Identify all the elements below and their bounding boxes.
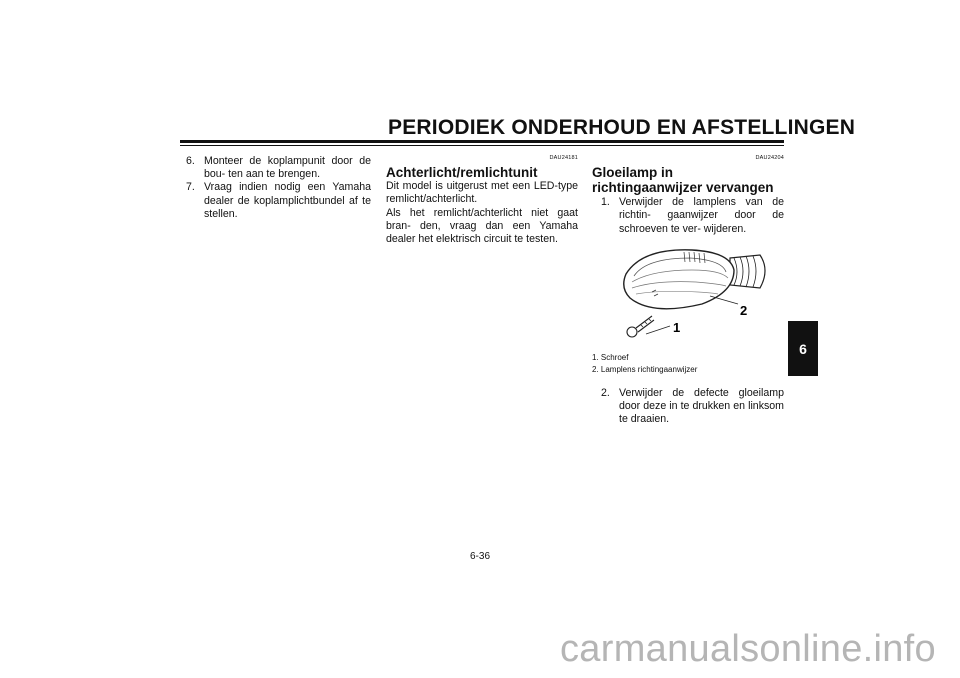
column-2 <box>386 152 578 246</box>
chapter-tab: 6 <box>788 321 818 376</box>
callout-label: 1 <box>673 320 681 335</box>
figure-captions <box>592 352 784 375</box>
step-text: Verwijder de lamplens van de richtin- gaanwijzer door de schroeven te ver- wijderen. <box>619 196 784 235</box>
step-text: Verwijder de defecte gloeilamp door deze in te drukken en linksom te draaien. <box>619 387 784 426</box>
list-item <box>186 155 371 181</box>
lamp-lens <box>624 250 734 309</box>
step-2 <box>601 387 784 427</box>
paragraph: Als het remlicht/achterlicht niet gaat bran- den, vraag dan een Yamaha dealer het elektrisch circuit te testen. <box>386 206 578 246</box>
column-1 <box>186 155 371 221</box>
callout-label: 2 <box>740 303 748 318</box>
leader-line <box>646 326 670 334</box>
list-item <box>186 181 371 221</box>
screw <box>627 316 654 337</box>
list-text: Monteer de koplampunit door de bou- ten aan te brengen. <box>204 155 371 181</box>
turn-signal-stalk <box>730 255 765 288</box>
list-text: Vraag indien nodig een Yamaha dealer de koplamplichtbundel af te stellen. <box>204 181 371 220</box>
page-number: 6-36 <box>470 551 491 562</box>
leader-line <box>710 296 738 304</box>
step-item <box>592 196 784 236</box>
header-rule-thin <box>180 145 784 146</box>
section-code: DAU24181 <box>549 155 578 161</box>
caption-item: 2. Lamplens richtingaanwijzer <box>592 364 698 374</box>
paragraph: Dit model is uitgerust met een LED-type remlicht/achterlicht. <box>386 180 578 206</box>
page-title: PERIODIEK ONDERHOUD EN AFSTELLINGEN <box>388 116 856 139</box>
watermark: carmanualsonline.info <box>560 628 936 670</box>
step-number: 2. <box>601 387 610 399</box>
step-number: 1. <box>601 196 610 209</box>
step-item <box>601 387 784 427</box>
list-number: 7. <box>186 181 195 194</box>
list-number: 6. <box>186 155 195 167</box>
column-3 <box>592 152 784 236</box>
turn-signal-figure <box>612 240 772 348</box>
section-heading: Gloeilamp in richtingaanwijzer vervangen <box>592 165 774 196</box>
section-heading: Achterlicht/remlichtunit <box>386 165 538 181</box>
section-code: DAU24204 <box>755 155 784 161</box>
caption-item: 1. Schroef <box>592 353 629 362</box>
header-rule <box>180 140 784 143</box>
